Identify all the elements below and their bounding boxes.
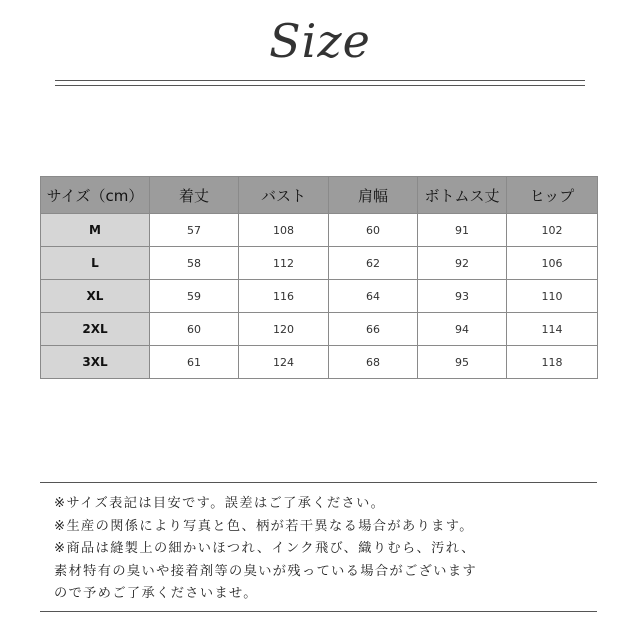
cell-bust: 120 <box>239 313 329 346</box>
note-line: 素材特有の臭いや接着剤等の臭いが残っている場合がございます <box>54 563 478 579</box>
note-line: ※商品は縫製上の細かいほつれ、インク飛び、織りむら、汚れ、 <box>54 541 476 556</box>
cell-bust: 116 <box>239 280 329 313</box>
cell-hip: 110 <box>507 280 598 313</box>
size-label: XL <box>41 280 150 313</box>
page-title: Size <box>269 14 371 68</box>
size-label: 2XL <box>41 313 150 346</box>
note-line: ので予めご了承くださいませ。 <box>54 586 258 601</box>
header-shoulder: 肩幅 <box>329 177 418 214</box>
table-row <box>41 313 598 346</box>
table-header-row <box>41 177 598 214</box>
cell-bottoms-length: 95 <box>418 346 507 379</box>
header-size: サイズ（cm） <box>41 177 150 214</box>
note-line: ※生産の関係により写真と色、柄が若干異なる場合があります。 <box>54 518 474 534</box>
header-length: 着丈 <box>150 177 239 214</box>
note-line: ※サイズ表記は目安です。誤差はご了承ください。 <box>54 496 386 511</box>
cell-bottoms-length: 91 <box>418 214 507 247</box>
cell-length: 58 <box>150 247 239 280</box>
header-bottoms-length: ボトムス丈 <box>418 177 507 214</box>
cell-hip: 102 <box>507 214 598 247</box>
cell-hip: 106 <box>507 247 598 280</box>
cell-hip: 118 <box>507 346 598 379</box>
cell-length: 57 <box>150 214 239 247</box>
cell-shoulder: 68 <box>329 346 418 379</box>
cell-bottoms-length: 92 <box>418 247 507 280</box>
header-bust: バスト <box>239 177 329 214</box>
table-row <box>41 214 598 247</box>
cell-shoulder: 64 <box>329 280 418 313</box>
cell-bottoms-length: 93 <box>418 280 507 313</box>
size-label: 3XL <box>41 346 150 379</box>
cell-shoulder: 60 <box>329 214 418 247</box>
table-row <box>41 346 598 379</box>
size-table <box>40 176 598 379</box>
cell-bust: 124 <box>239 346 329 379</box>
cell-shoulder: 62 <box>329 247 418 280</box>
cell-shoulder: 66 <box>329 313 418 346</box>
cell-length: 61 <box>150 346 239 379</box>
cell-hip: 114 <box>507 313 598 346</box>
title-divider-bottom <box>55 85 585 86</box>
cell-bottoms-length: 94 <box>418 313 507 346</box>
size-label: L <box>41 247 150 280</box>
header-hip: ヒップ <box>507 177 598 214</box>
notes-box <box>40 482 597 612</box>
cell-length: 60 <box>150 313 239 346</box>
table-row <box>41 280 598 313</box>
cell-bust: 112 <box>239 247 329 280</box>
cell-bust: 108 <box>239 214 329 247</box>
cell-length: 59 <box>150 280 239 313</box>
table-row <box>41 247 598 280</box>
size-label: M <box>41 214 150 247</box>
title-divider-top <box>55 80 585 81</box>
